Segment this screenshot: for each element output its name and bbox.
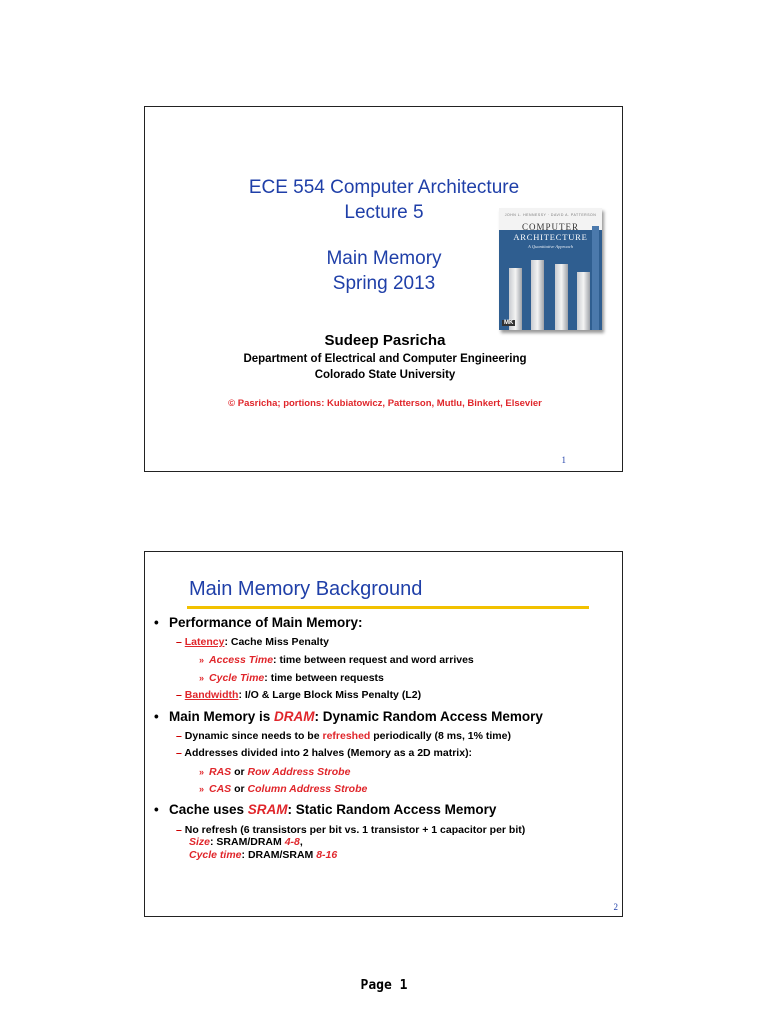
chevron-right-icon: » [199, 673, 205, 683]
university: Colorado State University [314, 369, 456, 381]
affiliation [145, 351, 625, 383]
book-column-graphic [531, 260, 544, 330]
book-column-graphic [577, 272, 590, 330]
course-title: ECE 554 Computer Architecture [248, 177, 520, 198]
dash-icon: – [176, 636, 182, 648]
book-spine-strip [592, 226, 599, 330]
sub-sub-bullet-ras: » RAS or Row Address Strobe [199, 766, 351, 778]
sub-sub-bullet-cycle-time: » Cycle Time: time between requests [199, 672, 384, 684]
dash-icon: – [176, 824, 182, 836]
topic-title: Main Memory [326, 248, 442, 269]
dash-icon: – [176, 689, 182, 701]
publisher-logo: MK [504, 320, 514, 326]
slide-1 [144, 106, 623, 472]
dash-icon: – [176, 747, 182, 759]
sub-bullet-dynamic: – Dynamic since needs to be refreshed periodically (8 ms, 1% time) [176, 730, 511, 742]
term: Spring 2013 [332, 273, 436, 294]
book-title-line2: ARCHITECTURE [513, 232, 588, 242]
sub-bullet-bandwidth: – Bandwidth: I/O & Large Block Miss Penalty (L2) [176, 689, 422, 701]
bullet-icon: • [154, 615, 159, 630]
copyright-notice: © Pasricha; portions: Kubiatowicz, Patterson, Mutlu, Binkert, Elsevier [228, 398, 542, 409]
book-column-graphic [555, 264, 568, 330]
chevron-right-icon: » [199, 767, 205, 777]
author-name: Sudeep Pasricha [324, 332, 446, 349]
sub-bullet-latency: – Latency: Cache Miss Penalty [176, 636, 329, 648]
sub-sub-bullet-cas: » CAS or Column Address Strobe [199, 783, 368, 795]
lecture-number: Lecture 5 [344, 202, 424, 223]
bullet-icon: • [154, 709, 159, 724]
slide-title: Main Memory Background [189, 578, 423, 600]
sub-bullet-addresses: – Addresses divided into 2 halves (Memory as a 2D matrix): [176, 747, 473, 759]
book-subtitle: A Quantitative Approach [528, 244, 573, 249]
book-cover-image [499, 208, 602, 330]
cycle-time-ratio-line: Cycle time: DRAM/SRAM 8-16 [189, 849, 338, 861]
slide-number: 2 [613, 902, 618, 912]
size-ratio-line: Size: SRAM/DRAM 4-8, [189, 836, 303, 848]
book-authors: JOHN L. HENNESSY · DAVID A. PATTERSON [504, 213, 597, 217]
sub-bullet-no-refresh: – No refresh (6 transistors per bit vs. 1 transistor + 1 capacitor per bit) [176, 824, 526, 836]
slide-2: Main Memory Background • Performance of Main Memory: – Latency: Cache Miss Penalty » Access Time: time between request and word arrives » Cycle Time: time between requests – Bandwidth: I/O & Large Block Miss Penalty (L2) • Main Memory is DRAM: Dynamic Random Access Memory – Dynamic since needs to be refreshed periodically (8 ms, 1% time) – Addresses divided into 2 halves (Memory as a 2D matrix): » RAS or Row Address Strobe » CAS or Column Address Strobe • Cache uses SRAM: Static Random Access Memory – No refresh (6 transistors per bit vs. 1 transistor + 1 capacitor per bit) Size: SRAM/DRAM 4-8, Cycle time: DRAM/SRAM 8-16 2 [144, 551, 623, 917]
bullet-icon: • [154, 802, 159, 817]
chevron-right-icon: » [199, 784, 205, 794]
slide-number: 1 [561, 455, 566, 465]
sub-sub-bullet-access-time: » Access Time: time between request and word arrives [199, 654, 474, 666]
title-underline [187, 606, 589, 609]
dash-icon: – [176, 730, 182, 742]
page-footer: Page 1 [360, 978, 408, 993]
department: Department of Electrical and Computer Engineering [243, 353, 527, 365]
book-title-line1: COMPUTER [521, 222, 579, 232]
chevron-right-icon: » [199, 655, 205, 665]
